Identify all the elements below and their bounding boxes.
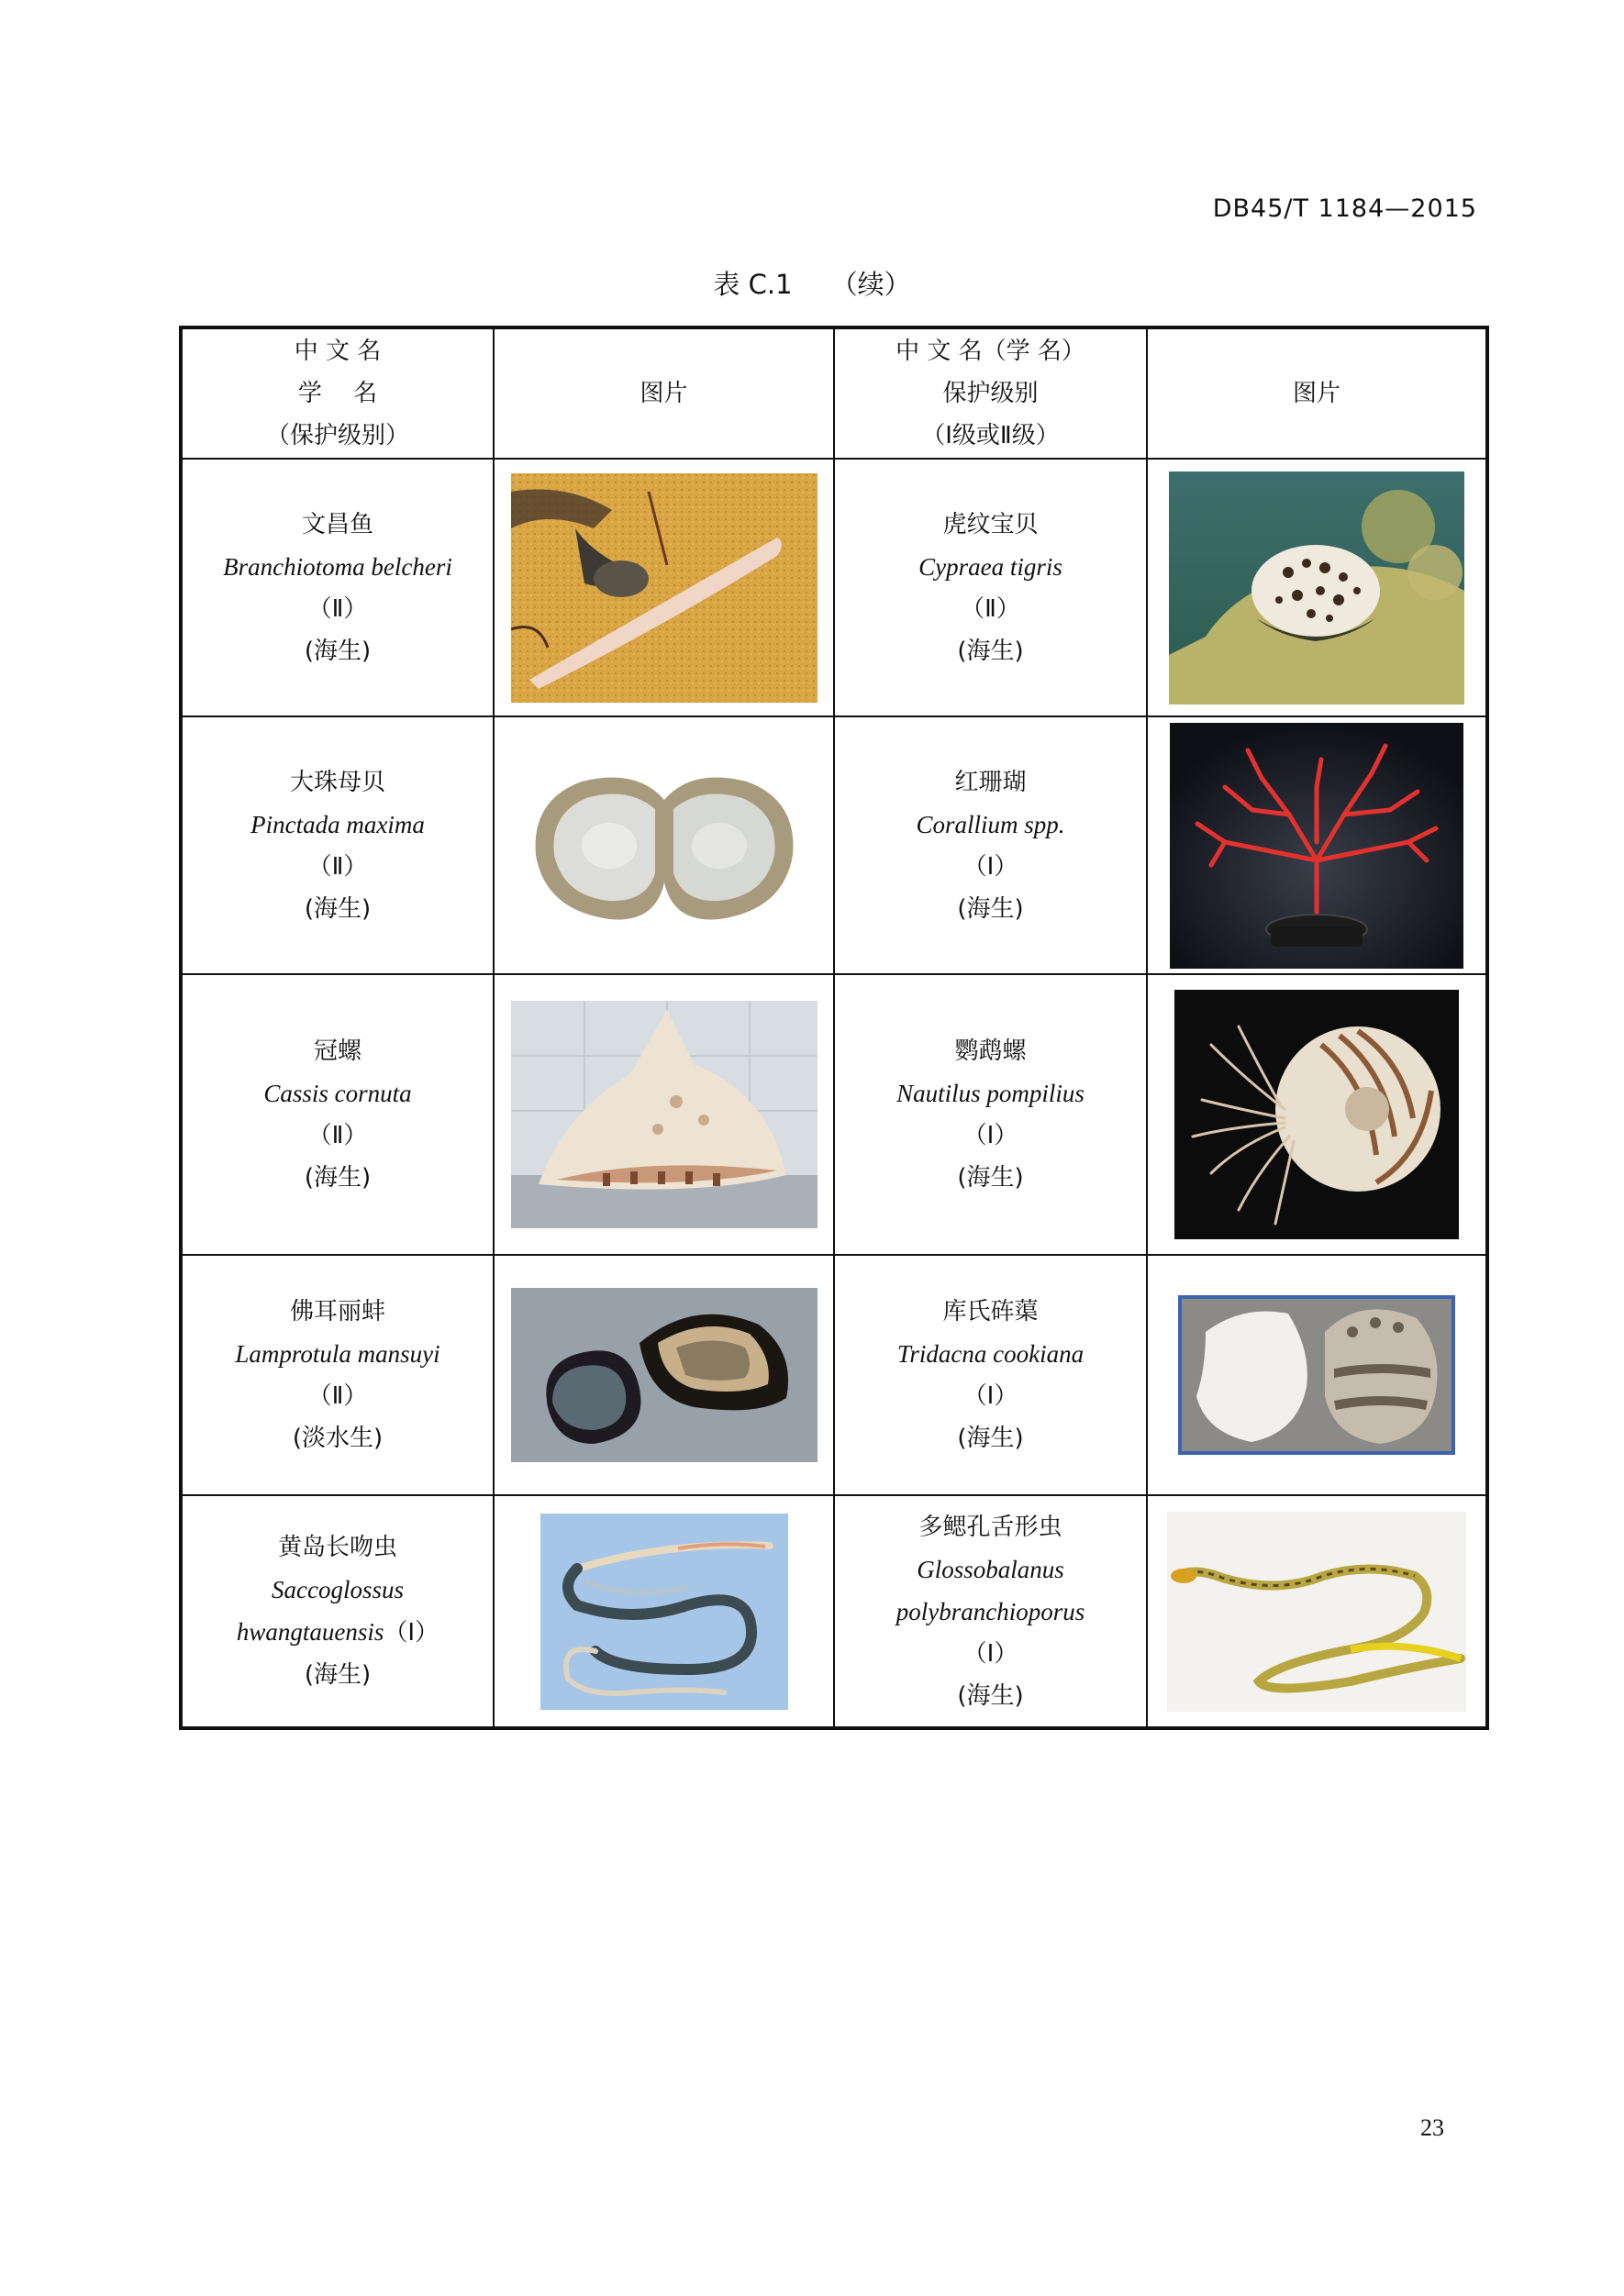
header-right-name — [834, 327, 1147, 459]
table-title-continued: （续） — [830, 269, 911, 300]
tiger-cowrie-photo — [1169, 471, 1464, 704]
habitat: (海生) — [957, 894, 1024, 923]
habitat: (海生) — [957, 1425, 1024, 1452]
table-row — [181, 1495, 1487, 1728]
scientific-name: Tridacna cookiana — [896, 1340, 1085, 1368]
acorn-worm-photo — [540, 1514, 788, 1710]
scientific-name: Branchiotoma belcheri — [223, 552, 452, 581]
species-picture-cell — [1147, 974, 1487, 1255]
protection-level: （Ⅱ） — [307, 1122, 368, 1149]
header-line: 中 文 名（学 名） — [895, 338, 1085, 365]
table-title — [0, 264, 1624, 302]
scientific-name: Corallium spp. — [916, 810, 1065, 838]
scientific-name: Nautilus pompilius — [896, 1080, 1085, 1107]
protection-level: （Ⅱ） — [307, 1382, 368, 1410]
protection-level: （Ⅰ） — [384, 1619, 439, 1647]
habitat: (海生) — [957, 637, 1024, 665]
species-name-cell — [834, 716, 1147, 974]
header-right-picture: 图片 — [1147, 327, 1487, 459]
header-line: 中 文 名 — [294, 338, 382, 365]
habitat: (海生) — [957, 1164, 1024, 1192]
species-name-cell — [181, 1495, 494, 1728]
species-picture-cell — [1147, 716, 1487, 974]
species-name-cell — [181, 974, 494, 1255]
scientific-name: polybranchioporus — [895, 1597, 1085, 1625]
protection-level: （Ⅰ） — [962, 1382, 1018, 1410]
species-name-cell — [834, 974, 1147, 1255]
table-header-row — [181, 327, 1487, 459]
species-name-cell — [181, 459, 494, 716]
table-title-main: 表 C.1 — [713, 269, 793, 300]
species-picture-cell — [1147, 1495, 1487, 1728]
habitat: (淡水生) — [292, 1425, 384, 1452]
chinese-name: 佛耳丽蚌 — [289, 1298, 385, 1325]
chinese-name: 多鳃孔舌形虫 — [918, 1513, 1062, 1541]
table-row — [181, 459, 1487, 716]
species-picture-cell — [494, 1495, 834, 1728]
protection-level: （Ⅰ） — [962, 1639, 1018, 1668]
chinese-name: 库氏砗蕖 — [942, 1298, 1039, 1325]
scientific-name: Saccoglossus — [272, 1576, 404, 1603]
species-picture-cell — [494, 459, 834, 716]
species-picture-cell — [494, 974, 834, 1255]
lancelet-photo — [511, 473, 818, 703]
giant-clam-photo — [1178, 1295, 1455, 1455]
table-row — [181, 974, 1487, 1255]
protection-level: （Ⅱ） — [307, 594, 368, 623]
scientific-name-with-level — [183, 1611, 493, 1654]
scientific-name: Pinctada maxima — [250, 810, 425, 838]
chinese-name: 黄岛长吻虫 — [277, 1534, 397, 1561]
chinese-name: 虎纹宝贝 — [942, 510, 1039, 538]
species-name-cell — [181, 1255, 494, 1495]
header-line: 学 名 — [297, 380, 378, 407]
table-row — [181, 1255, 1487, 1495]
protection-level: （Ⅰ） — [962, 1122, 1018, 1149]
page-number: 23 — [1420, 2114, 1444, 2141]
species-name-cell — [834, 1255, 1147, 1495]
habitat: (海生) — [304, 1661, 372, 1689]
protection-level: （Ⅰ） — [962, 852, 1018, 881]
tongue-worm-photo — [1167, 1512, 1466, 1712]
header-line: （Ⅰ级或Ⅱ级） — [921, 422, 1060, 449]
scientific-name: Glossobalanus — [917, 1555, 1064, 1583]
chinese-name: 文昌鱼 — [301, 510, 373, 538]
chinese-name: 红珊瑚 — [954, 768, 1027, 796]
species-picture-cell — [1147, 459, 1487, 716]
pearl-oyster-photo — [527, 763, 802, 928]
scientific-name: Lamprotula mansuyi — [235, 1340, 440, 1368]
helmet-shell-photo — [511, 1001, 818, 1228]
species-name-cell — [181, 716, 494, 974]
header-line: （保护级别） — [265, 422, 409, 449]
header-left-picture: 图片 — [494, 327, 834, 459]
species-name-cell — [834, 1495, 1147, 1728]
habitat: (海生) — [957, 1681, 1024, 1710]
habitat: (海生) — [304, 894, 372, 923]
freshwater-mussel-photo — [511, 1288, 818, 1462]
species-picture-cell — [1147, 1255, 1487, 1495]
document-code: DB45/T 1184—2015 — [1212, 194, 1477, 223]
scientific-name: Cypraea tigris — [918, 552, 1062, 581]
header-line: 保护级别 — [942, 380, 1039, 407]
species-picture-cell — [494, 1255, 834, 1495]
scientific-name: Cassis cornuta — [263, 1080, 412, 1107]
scientific-name: hwangtauensis — [236, 1618, 384, 1646]
chinese-name: 大珠母贝 — [289, 768, 385, 796]
chinese-name: 鹦鹉螺 — [954, 1037, 1027, 1065]
red-coral-photo — [1170, 723, 1463, 969]
species-table — [179, 326, 1489, 1730]
species-picture-cell — [494, 716, 834, 974]
protection-level: （Ⅱ） — [961, 594, 1020, 623]
protection-level: （Ⅱ） — [307, 852, 368, 881]
chinese-name: 冠螺 — [313, 1037, 362, 1065]
table-row — [181, 716, 1487, 974]
habitat: (海生) — [304, 637, 372, 665]
species-name-cell — [834, 459, 1147, 716]
habitat: (海生) — [304, 1164, 372, 1192]
header-left-name — [181, 327, 494, 459]
nautilus-photo — [1174, 990, 1459, 1239]
